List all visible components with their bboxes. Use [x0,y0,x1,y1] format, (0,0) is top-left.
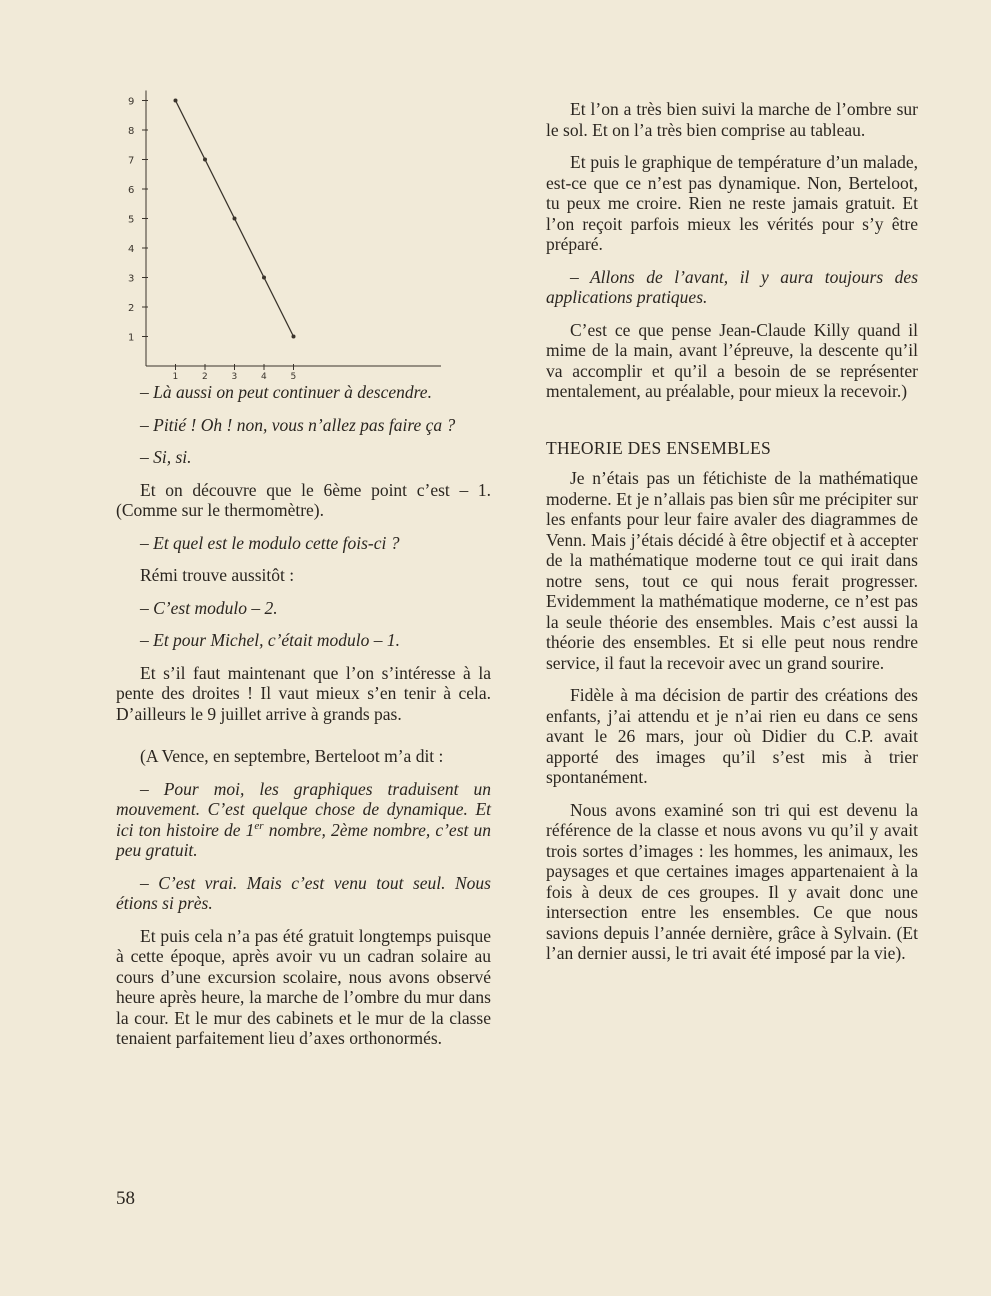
y-tick-label: 5 [128,214,135,226]
paragraph-text: – Pour moi, les graphiques traduisent un mouvement. C’est quelque chose de dynamique. Et ici ton histoire de 1 [116,778,491,840]
page-number: 58 [116,1188,135,1209]
right-column [546,99,918,976]
data-point [233,217,237,221]
left-column [116,382,491,1061]
paragraph: – Si, si. [140,447,192,467]
section-heading: THEORIE DES ENSEMBLES [546,437,772,458]
data-point [203,158,207,162]
x-tick-label: 2 [202,372,208,380]
paragraph: (A Vence, en septembre, Berteloot m’a dit : [140,746,444,766]
paragraph: Et s’il faut maintenant que l’on s’intéresse à la pente des droites ! Il vaut mieux s’en tenir à cela. D’ailleurs le 9 juillet arrive à grands pas. [116,662,491,724]
paragraph: Et on découvre que le 6ème point c’est – 1. (Comme sur le thermomètre). [116,479,491,520]
line-chart [108,88,453,380]
paragraph-text: nombre, 2ème nombre, c’est un peu gratuit. [116,819,491,860]
paragraph: Je n’étais pas un fétichiste de la mathématique moderne. Et je n’allais pas bien sûr me précipiter sur les enfants pour leur faire avaler des diagrammes de Venn. Mais j’étais décidé à être objectif et à accepter de la mathématique moderne tout ce qui irait dans notre sens, tout ce qui nous ferait progresser. Evidemment la mathématique moderne, ce n’est pas la seule théorie des ensembles. Mais c’est aussi la théorie des ensembles. Et si elle peut nous rendre service, il faut la recevoir avec un grand sourire. [546,468,918,673]
y-tick-label: 9 [128,96,135,108]
paragraph: Et puis le graphique de température d’un malade, est-ce que ce n’est pas dynamique. Non, Berteloot, tu peux me croire. Rien ne reste jamais gratuit. Et l’on reçoit parfois mieux les vérités pour s’y être préparé. [546,152,918,254]
y-tick-label: 6 [128,185,135,196]
paragraph: Et puis cela n’a pas été gratuit longtemps puisque à cette époque, après avoir vu un cadran solaire au cours d’une excursion scolaire, nous avons observé heure après heure, la marche de l’ombre du mur dans la cour. Et le mur des cabinets et le mur de la classe tenaient parfaitement lieu d’axes orthonormés. [116,925,491,1048]
paragraph [116,779,491,861]
paragraph: – Et quel est le modulo cette fois-ci ? [140,532,400,553]
x-tick-label: 3 [231,372,238,380]
superscript: er [254,819,264,832]
paragraph: – Et pour Michel, c’était modulo – 1. [140,630,401,650]
paragraph: Fidèle à ma décision de partir des créations des enfants, j’ai attendu et je n’ai rien eu dans ce sens avant le 26 mars, jour où Didier du C.P. avait apporté des images qu’il s’est mis à trier spontanément. [546,685,918,787]
paragraph: Nous avons examiné son tri qui est devenu la référence de la classe et nous avons vu qu’il y avait trois sortes d’images : les hommes, les animaux, les paysages et que certaines images appartenaient à la fois à deux de ces groupes. Il y avait donc une intersection entre les ensembles. Ce que nous savions depuis l’année dernière, grâce à Sylvain. (Et l’an dernier aussi, le tri avait été imposé par la vie). [546,799,918,963]
data-point [292,335,296,339]
paragraph: Et l’on a très bien suivi la marche de l’ombre sur le sol. Et on l’a très bien comprise au tableau. [546,99,918,140]
paragraph: – Allons de l’avant, il y aura toujours des applications pratiques. [546,266,918,307]
x-tick-label: 1 [172,372,179,380]
y-tick-label: 8 [128,126,135,137]
x-tick-label: 5 [290,372,297,380]
paragraph: – Pitié ! Oh ! non, vous n’allez pas faire ça ? [140,414,456,435]
data-point [174,99,178,103]
y-tick-label: 1 [128,332,135,344]
y-tick-label: 3 [128,273,135,285]
paragraph: – Là aussi on peut continuer à descendre. [140,382,432,402]
paragraph: Rémi trouve aussitôt : [140,565,295,585]
x-tick-label: 4 [261,372,267,380]
paragraph: – C’est vrai. Mais c’est venu tout seul. Nous étions si près. [116,872,491,913]
paragraph: – C’est modulo – 2. [140,597,278,618]
y-tick-label: 2 [128,303,135,314]
data-point [262,276,266,280]
y-tick-label: 7 [128,155,135,167]
paragraph: C’est ce que pense Jean-Claude Killy quand il mime de la main, avant l’épreuve, la descente qu’il va accomplir et qu’il a besoin de se représenter mentalement, au préalable, pour mieux la recevoir.) [546,319,918,401]
y-tick-label: 4 [128,244,135,255]
